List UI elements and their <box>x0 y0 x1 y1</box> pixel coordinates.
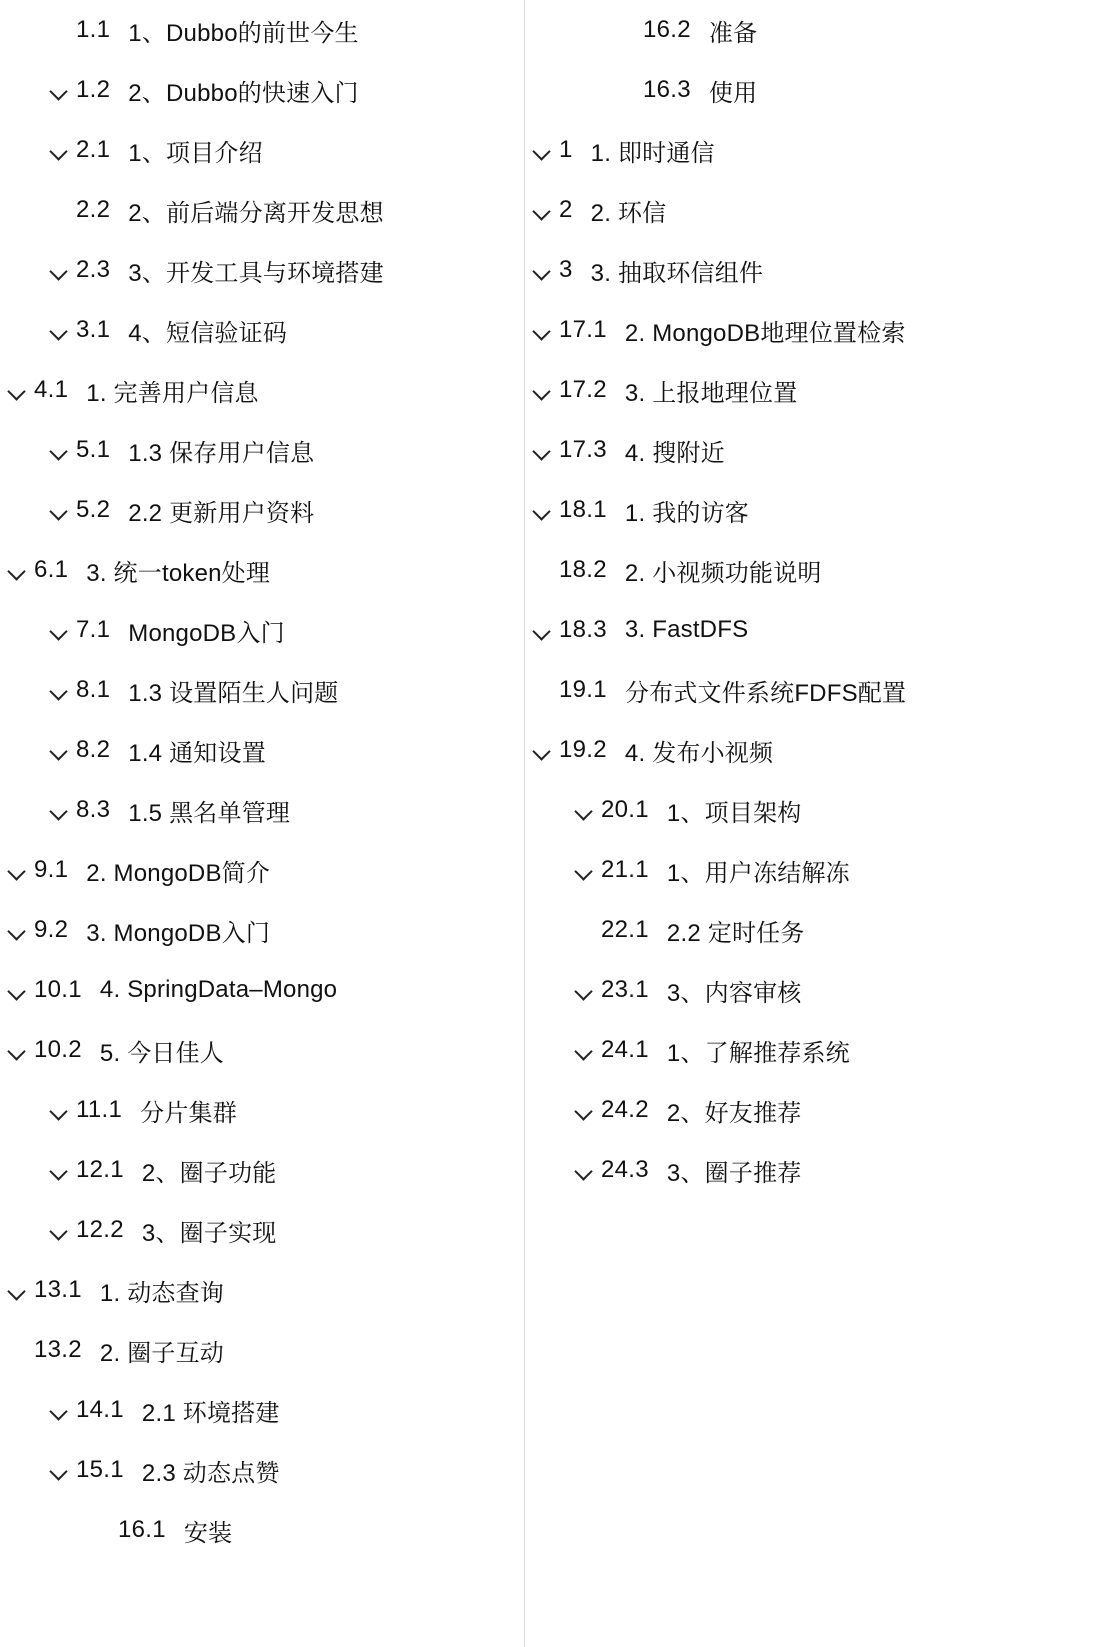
outline-item-number: 8.1 <box>76 676 111 703</box>
outline-item-label: 2. 圈子互动 <box>99 1339 225 1367</box>
outline-item-number: 8.3 <box>76 796 111 823</box>
chevron-placeholder-icon <box>46 17 72 43</box>
outline-item-number: 12.2 <box>76 1216 124 1243</box>
chevron-placeholder-icon <box>4 1337 30 1363</box>
outline-item-number: 24.3 <box>601 1156 649 1183</box>
outline-item[interactable] <box>525 540 1098 600</box>
chevron-down-icon[interactable] <box>529 737 555 763</box>
outline-item-number: 24.2 <box>601 1096 649 1123</box>
outline-item[interactable] <box>0 900 524 960</box>
outline-item[interactable] <box>0 780 524 840</box>
outline-item-label: 5. 今日佳人 <box>99 1039 225 1067</box>
outline-item-label: 1、项目介绍 <box>128 139 263 167</box>
chevron-down-icon[interactable] <box>46 77 72 103</box>
outline-item[interactable] <box>525 780 1098 840</box>
outline-item[interactable] <box>525 960 1098 1020</box>
chevron-placeholder-icon <box>46 197 72 223</box>
chevron-down-icon[interactable] <box>46 1217 72 1243</box>
outline-item-label: 1. 完善用户信息 <box>86 379 259 407</box>
outline-item-label: 使用 <box>708 79 758 107</box>
outline-item-label: 3、圈子推荐 <box>666 1159 802 1187</box>
chevron-placeholder-icon <box>88 1517 114 1543</box>
outline-item[interactable] <box>0 1380 524 1440</box>
outline-item-number: 18.3 <box>559 616 607 643</box>
chevron-down-icon[interactable] <box>46 137 72 163</box>
outline-item-label: 2.3 动态点赞 <box>141 1459 280 1487</box>
chevron-down-icon[interactable] <box>4 1277 30 1303</box>
outline-item[interactable] <box>0 840 524 900</box>
outline-item-label: 1、用户冻结解冻 <box>666 859 850 887</box>
outline-item-number: 19.1 <box>559 676 607 703</box>
outline-item-number: 6.1 <box>34 556 69 583</box>
outline-item-number: 15.1 <box>76 1456 124 1483</box>
outline-item-label: 3. 上报地理位置 <box>624 379 798 407</box>
outline-item-number: 17.1 <box>559 316 607 343</box>
chevron-down-icon[interactable] <box>46 677 72 703</box>
outline-item[interactable] <box>0 1320 524 1380</box>
outline-item[interactable] <box>0 60 524 120</box>
chevron-down-icon[interactable] <box>529 257 555 283</box>
outline-item-number: 3 <box>559 256 573 283</box>
outline-item-number: 24.1 <box>601 1036 649 1063</box>
outline-item-number: 16.3 <box>643 76 691 103</box>
outline-item-number: 13.1 <box>34 1276 82 1303</box>
outline-item-label: 3、圈子实现 <box>141 1219 277 1247</box>
outline-item-number: 17.3 <box>559 436 607 463</box>
outline-item[interactable] <box>0 1020 524 1080</box>
chevron-down-icon[interactable] <box>46 1397 72 1423</box>
outline-item[interactable] <box>525 300 1098 360</box>
outline-item-label: 2、好友推荐 <box>666 1099 802 1127</box>
outline-item[interactable] <box>0 600 524 660</box>
outline-item-number: 8.2 <box>76 736 111 763</box>
outline-item[interactable] <box>0 120 524 180</box>
outline-item-label: 1.3 保存用户信息 <box>128 439 315 467</box>
outline-item-label: 准备 <box>708 19 758 47</box>
chevron-down-icon[interactable] <box>571 797 597 823</box>
outline-item-label: 2. 小视频功能说明 <box>624 559 822 587</box>
outline-item-label: 2、圈子功能 <box>141 1159 277 1187</box>
outline-item-number: 23.1 <box>601 976 649 1003</box>
chevron-down-icon[interactable] <box>46 497 72 523</box>
outline-item-label: 2. 环信 <box>590 199 667 227</box>
outline-item-number: 9.1 <box>34 856 69 883</box>
chevron-down-icon[interactable] <box>46 797 72 823</box>
chevron-down-icon[interactable] <box>571 1097 597 1123</box>
outline-item-number: 2.2 <box>76 196 111 223</box>
chevron-placeholder-icon <box>613 17 639 43</box>
chevron-placeholder-icon <box>529 557 555 583</box>
outline-item-label: 分片集群 <box>140 1099 237 1127</box>
outline-item-number: 9.2 <box>34 916 69 943</box>
outline-item-number: 5.1 <box>76 436 111 463</box>
chevron-placeholder-icon <box>571 917 597 943</box>
chevron-down-icon[interactable] <box>46 737 72 763</box>
right-column <box>525 0 1098 1647</box>
outline-item[interactable] <box>0 360 524 420</box>
outline-item-number: 16.2 <box>643 16 691 43</box>
chevron-down-icon[interactable] <box>4 377 30 403</box>
chevron-down-icon[interactable] <box>46 257 72 283</box>
outline-item-label: 2.2 定时任务 <box>666 919 805 947</box>
outline-item-number: 2 <box>559 196 573 223</box>
chevron-down-icon[interactable] <box>46 617 72 643</box>
outline-item-label: 2、Dubbo的快速入门 <box>128 79 359 107</box>
outline-item-label: 1、了解推荐系统 <box>666 1039 850 1067</box>
outline-item-number: 11.1 <box>76 1096 123 1123</box>
outline-item[interactable] <box>525 1020 1098 1080</box>
outline-item-label: 1. 我的访客 <box>624 499 750 527</box>
outline-item[interactable] <box>0 420 524 480</box>
outline-item[interactable] <box>525 1140 1098 1200</box>
outline-item[interactable] <box>0 660 524 720</box>
outline-item-label: 4. 搜附近 <box>624 439 725 467</box>
outline-item-number: 16.1 <box>118 1516 166 1543</box>
outline-item[interactable] <box>0 960 524 1020</box>
outline-item[interactable] <box>0 240 524 300</box>
outline-item-number: 18.1 <box>559 496 607 523</box>
outline-item[interactable] <box>0 1080 524 1140</box>
chevron-down-icon[interactable] <box>529 497 555 523</box>
outline-item-number: 13.2 <box>34 1336 82 1363</box>
chevron-placeholder-icon <box>613 77 639 103</box>
chevron-down-icon[interactable] <box>571 977 597 1003</box>
outline-item[interactable] <box>0 540 524 600</box>
outline-item-label: 3. MongoDB入门 <box>86 919 271 947</box>
chevron-down-icon[interactable] <box>529 437 555 463</box>
outline-item-label: 2. MongoDB地理位置检索 <box>624 319 906 347</box>
chevron-down-icon[interactable] <box>46 437 72 463</box>
outline-item[interactable] <box>525 840 1098 900</box>
outline-item-label: 1、项目架构 <box>666 799 802 827</box>
chevron-down-icon[interactable] <box>46 1157 72 1183</box>
chevron-down-icon[interactable] <box>4 857 30 883</box>
outline-item[interactable] <box>0 480 524 540</box>
outline-item[interactable] <box>0 180 524 240</box>
chevron-down-icon[interactable] <box>529 197 555 223</box>
outline-item[interactable] <box>0 300 524 360</box>
chevron-down-icon[interactable] <box>4 977 30 1003</box>
outline-item[interactable] <box>525 1080 1098 1140</box>
outline-item-number: 20.1 <box>601 796 649 823</box>
outline-item-number: 1 <box>559 136 573 163</box>
outline-item-label: 3. 抽取环信组件 <box>590 259 764 287</box>
outline-item-number: 22.1 <box>601 916 649 943</box>
outline-item[interactable] <box>525 420 1098 480</box>
outline-item-number: 21.1 <box>601 856 649 883</box>
outline-item-label: 2、前后端分离开发思想 <box>128 199 384 227</box>
outline-item-label: 1. 即时通信 <box>590 139 715 167</box>
outline-item-label: 2.2 更新用户资料 <box>128 499 315 527</box>
outline-item-label: 2.1 环境搭建 <box>141 1399 280 1427</box>
outline-item[interactable] <box>0 1500 524 1560</box>
outline-item-number: 3.1 <box>76 316 111 343</box>
chevron-down-icon[interactable] <box>46 1457 72 1483</box>
outline-item-label: MongoDB入门 <box>128 619 285 647</box>
outline-item-label: 4. SpringData–Mongo <box>99 976 338 1003</box>
outline-item[interactable] <box>525 120 1098 180</box>
outline-item[interactable] <box>0 0 524 60</box>
outline-item-number: 12.1 <box>76 1156 124 1183</box>
outline-item-label: 3. 统一token处理 <box>86 559 271 587</box>
outline-item-number: 17.2 <box>559 376 607 403</box>
outline-item-number: 19.2 <box>559 736 607 763</box>
outline-item[interactable] <box>525 480 1098 540</box>
outline-item[interactable] <box>525 360 1098 420</box>
outline-item[interactable] <box>0 1140 524 1200</box>
outline-item[interactable] <box>525 720 1098 780</box>
outline-item[interactable] <box>525 900 1098 960</box>
outline-item-number: 2.3 <box>76 256 111 283</box>
outline-item[interactable] <box>525 0 1098 60</box>
outline-item-label: 1.4 通知设置 <box>128 739 266 767</box>
outline-item-label: 1.5 黑名单管理 <box>128 799 291 827</box>
outline-item-number: 10.2 <box>34 1036 82 1063</box>
outline-item-number: 4.1 <box>34 376 69 403</box>
chevron-down-icon[interactable] <box>571 1037 597 1063</box>
chevron-down-icon[interactable] <box>4 1037 30 1063</box>
chevron-down-icon[interactable] <box>571 1157 597 1183</box>
outline-item-number: 1.1 <box>76 16 111 43</box>
outline-item-label: 1. 动态查询 <box>99 1279 225 1307</box>
outline-item-number: 2.1 <box>76 136 111 163</box>
chevron-placeholder-icon <box>529 677 555 703</box>
outline-item-label: 1.3 设置陌生人问题 <box>128 679 339 707</box>
chevron-down-icon[interactable] <box>571 857 597 883</box>
chevron-down-icon[interactable] <box>529 317 555 343</box>
outline-item[interactable] <box>525 600 1098 660</box>
outline-item[interactable] <box>525 180 1098 240</box>
outline-item-label: 安装 <box>183 1519 233 1547</box>
outline-item-number: 5.2 <box>76 496 111 523</box>
outline-item-label: 4、短信验证码 <box>128 319 288 347</box>
outline-item-label: 3、内容审核 <box>666 979 802 1007</box>
outline-item[interactable] <box>0 1440 524 1500</box>
outline-item-label: 4. 发布小视频 <box>624 739 774 767</box>
chevron-down-icon[interactable] <box>529 617 555 643</box>
chevron-down-icon[interactable] <box>46 1097 72 1123</box>
outline-item[interactable] <box>525 60 1098 120</box>
outline-item-label: 3. FastDFS <box>624 616 749 643</box>
chevron-down-icon[interactable] <box>46 317 72 343</box>
outline-item-number: 7.1 <box>76 616 111 643</box>
outline-item-number: 14.1 <box>76 1396 124 1423</box>
outline-item[interactable] <box>525 660 1098 720</box>
outline-item[interactable] <box>0 720 524 780</box>
chevron-down-icon[interactable] <box>529 137 555 163</box>
outline-item-number: 18.2 <box>559 556 607 583</box>
outline-item-number: 1.2 <box>76 76 111 103</box>
outline-item-label: 3、开发工具与环境搭建 <box>128 259 384 287</box>
outline-item-label: 1、Dubbo的前世今生 <box>128 19 359 47</box>
chevron-down-icon[interactable] <box>529 377 555 403</box>
outline-item[interactable] <box>525 240 1098 300</box>
outline-item[interactable] <box>0 1260 524 1320</box>
outline-item-number: 10.1 <box>34 976 82 1003</box>
outline-item-label: 分布式文件系统FDFS配置 <box>624 679 907 707</box>
outline-item[interactable] <box>0 1200 524 1260</box>
chevron-down-icon[interactable] <box>4 557 30 583</box>
chevron-down-icon[interactable] <box>4 917 30 943</box>
outline-item-label: 2. MongoDB简介 <box>86 859 271 887</box>
left-column <box>0 0 524 1647</box>
